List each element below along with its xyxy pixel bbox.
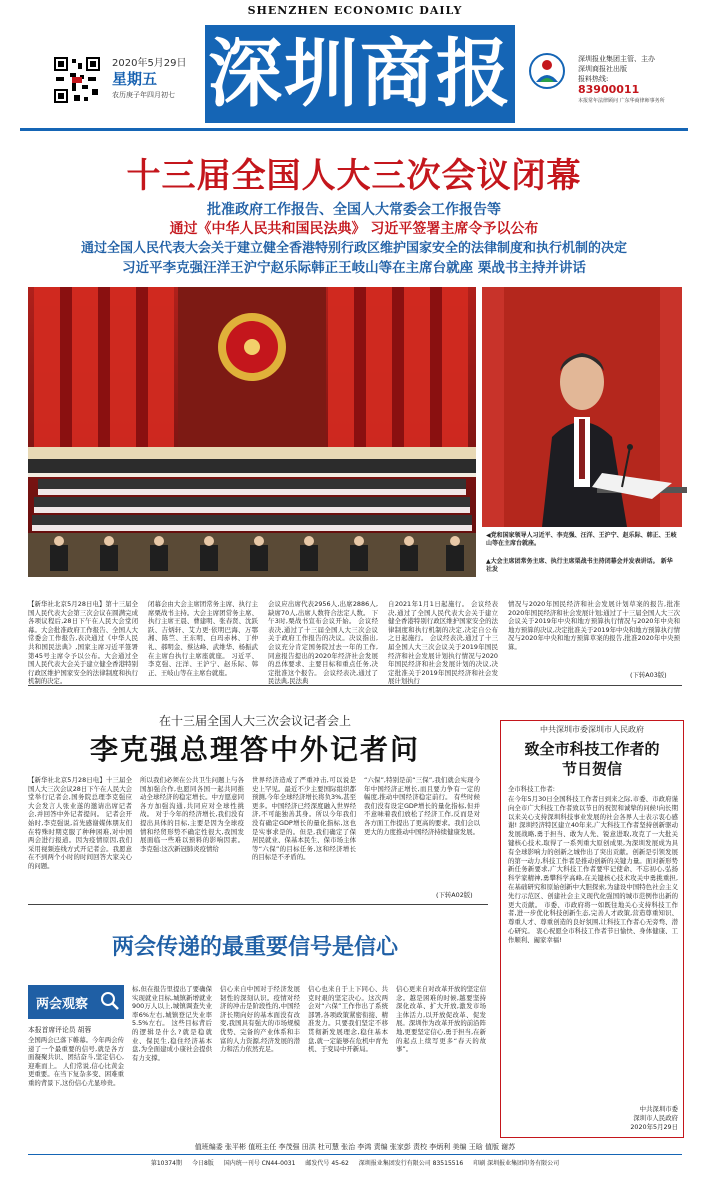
magnifier-icon bbox=[100, 991, 120, 1011]
greeting-title-2: 节日贺信 bbox=[561, 760, 622, 778]
masthead-lunar: 农历庚子年四月初七 bbox=[112, 91, 175, 99]
greeting-salutation: 全市科技工作者: bbox=[508, 785, 555, 793]
story1-col1: 【新华社北京5月28日电】第十三届全国人民代表大会第三次会议在圆满完成各项议程后,28日下午在人民大会堂闭幕。大会批准政府工作报告、全国人大常委会工作报告,表决通过《中华人民共和国民法典》,国家主席习近平签署第45号主席令予以公布。大会通过全国人民代表大会关于建立健全香港特别行政区维护国家安全的法律制度和执行机制的决定。 bbox=[28, 600, 138, 686]
newspaper-title: 深圳商报 bbox=[208, 31, 512, 117]
greeting-body: 在今年5月30日全国科技工作者日到来之际,市委、市政府谨向全市广大科技工作者致以节日的祝贺和诚挚的问候!向长期以来关心支持深圳科技事业发展的社会各界人士表示衷心感谢! 深圳经济特区建立40年来,广大科技工作者坚持创新驱动发展战略,勇于担当、敢为人先、锐意进取,攻克了一大批关键核心技术,取得了一系列重大原创成果,为深圳发展成为具有全球影响力的创新之城作出了突出贡献。创新是引领发展的第一动力,科技工作者是推动创新的关键力量。面对新形势新任务新要求,广大科技工作者要牢记使命、不忘初心,弘扬科学家精神,勇攀科学高峰,在关键核心技术攻关中勇挑重担,在基础研究和原始创新中大胆探索,为建设中国特色社会主义先行示范区、创建社会主义现代化强国的城市范例作出新的更大贡献。 市委、市政府将一如既往地关心支持科技工作者,进一步优化科技创新生态,完善人才政策,营造尊重知识、尊重人才、尊重创造的良好氛围,让科技工作者心无旁骛、潜心研究。 衷心祝愿全市科技工作者节日愉快、身体健康、工作顺利、阖家幸福! bbox=[508, 795, 678, 944]
footer-issue: 第10374期 bbox=[150, 1160, 182, 1167]
story3-col2: 标,但在报告里提出了要确保实现就业目标,城镇新增就业900万人以上,城镇调查失业率6%左右,城镇登记失业率5.5%左右。 这些目标背后的逻辑是什么?就是稳就业、保民生,稳住经济基本盘,为全面建成小康社会提供有力支撑。 bbox=[132, 985, 212, 1062]
divider-1 bbox=[28, 685, 682, 686]
sub-headline-3: 通过全国人民代表大会关于建立健全香港特别行政区维护国家安全的法律制度和执行机制的决定 bbox=[80, 241, 627, 256]
story2-headline: 李克强总理答中外记者问 bbox=[89, 733, 420, 766]
masthead-weekday: 星期五 bbox=[112, 70, 158, 88]
speaker-photo bbox=[482, 287, 682, 527]
story3-tag bbox=[28, 985, 124, 1019]
story3-tag-label: 两会观察 bbox=[36, 997, 89, 1012]
greeting-signature-1: 中共深圳市委 bbox=[639, 1105, 678, 1113]
hotline-number: 83900011 bbox=[578, 83, 640, 96]
story3-col1: 全国两会已落下帷幕。今年两会传递了一个最重要的信号,就是各方面凝聚共识、团结奋斗,坚定信心,迎难而上。 人们常说,信心比黄金更重要。在当下复杂多变、困难重重的背景下,这份信心尤显珍贵。 bbox=[28, 1036, 124, 1087]
story3-byline: 本报首席评论员 胡蓉 bbox=[28, 1026, 92, 1034]
hotline-label: 报料热线: bbox=[578, 75, 609, 83]
legal-note: 本报常年法律顾问 广东华商律师事务所 bbox=[578, 98, 665, 104]
story1-col5: 情况与2020年国民经济和社会发展计划草案的报告,批准2020年国民经济和社会发展计划;通过了十三届全国人大三次会议关于2019年中央和地方预算执行情况与2020年中央和地方预算的决议,决定批准关于2019年中央和地方预算执行情况与2020年中央和地方预算草案的报告,批准2020年中央预算。 bbox=[508, 600, 680, 651]
great-hall-photo bbox=[28, 287, 476, 577]
greeting-signature-date: 2020年5月29日 bbox=[630, 1123, 678, 1131]
main-headline: 十三届全国人大三次会议闭幕 bbox=[126, 156, 582, 196]
publisher-line-1: 深圳报业集团主管、主办 bbox=[578, 55, 655, 63]
photo-caption-1: ◀党和国家领导人习近平、李克强、汪洋、王沪宁、赵乐际、韩正、王岐山等在主席台就座。 bbox=[486, 532, 677, 548]
masthead-rule bbox=[20, 128, 688, 131]
publisher-logo-icon bbox=[528, 52, 566, 90]
story1-col4: 自2021年1月1日起施行。 会议经表决,通过了全国人民代表大会关于建立健全香港特别行政区维护国家安全的法律制度和执行机制的决定,决定自公布之日起施行。 会议经表决,通过了十三届全国人大三次会议关于2019年国民经济和社会发展计划执行情况与2020年国民经济和社会发展计划的决议,决定批准关于2019年国民经济和社会发展计划执行 bbox=[388, 600, 498, 686]
story3-col3: 信心来自中国对于经济发展韧性的深刻认识。疫情对经济的冲击是阶段性的,中国经济长期向好的基本面没有改变,我国具有强大的市场规模优势、完备的产业体系和丰富的人力资源,经济发展的潜力和活力依然充足。 bbox=[220, 985, 300, 1054]
masthead bbox=[0, 0, 708, 126]
greeting-signature-2: 深圳市人民政府 bbox=[633, 1114, 678, 1122]
story2-col3: 世界经济造成了严重冲击,可以说是史上罕见。最近不少主要国际组织都预测,今年全球经济增长将负3%,甚至更多。中国经济已经深度融入世界经济,不可能独善其身。所以今年我们没有确定GDP增长的量化指标,这也是实事求是的。但是,我们确定了保居民就业、保基本民生、保市场主体等“六保”的目标任务,这和经济增长的目标是不矛盾的。 bbox=[252, 776, 356, 862]
story1-continued: (下转A03版) bbox=[630, 671, 667, 679]
story3-col4: 信心也来自于上下同心、共克时艰的坚定决心。这次两会对“六保”工作作出了系统部署,各项政策紧密衔接、精准发力。只要我们坚定不移贯彻新发展理念,稳住基本盘,就一定能够在危机中育先机、于变局中开新局。 bbox=[308, 985, 388, 1054]
sub-headline-1: 批准政府工作报告、全国人大常委会工作报告等 bbox=[207, 202, 501, 218]
publisher-line-2: 深圳商报社出版 bbox=[578, 65, 627, 73]
divider-2 bbox=[28, 904, 488, 905]
footer-postal: 邮发代号 45-62 bbox=[305, 1160, 349, 1167]
footer-address: 深圳报业集团发行有限公司 83515516 bbox=[358, 1160, 464, 1167]
masthead-date: 2020年5月29日 bbox=[112, 58, 187, 69]
story1-col3: 会议应出席代表2956人,出席2886人,缺席70人,出席人数符合法定人数。 下午3时,栗战书宣布会议开始。 会议经表决,通过了十三届全国人大三次会议关于政府工作报告的决议。决议指出,会议充分肯定国务院过去一年的工作,同意报告提出的2020年经济社会发展的总体要求、主要目标和重点任务,决定批准这个报告。 会议经表决,通过了民法典,民法典 bbox=[268, 600, 378, 686]
story2-col1: 【新华社北京5月28日电】十三届全国人大三次会议28日下午在人民大会堂举行记者会,国务院总理李克强应大会发言人张业遂的邀请出席记者会,并回答中外记者提问。 记者会开始时,李克强说,首先感谢媒体朋友们在特殊时期克服了种种困难,对中国两会进行报道。因为疫情原因,我们采用视频连线方式开记者会。我愿意在不到两个小时的时间回答大家关心的问题。 bbox=[28, 776, 132, 870]
english-name: SHENZHEN ECONOMIC DAILY bbox=[247, 4, 463, 17]
sub-headline-4: 习近平李克强汪洋王沪宁赵乐际韩正王岐山等在主席台就座 栗战书主持并讲话 bbox=[122, 260, 586, 276]
story1-col2: 闭幕会由大会主席团常务主席、执行主席栗战书主持。大会主席团常务主席、执行主席王晨、曹建明、张春贤、沈跃跃、吉炳轩、艾力更·依明巴海、万鄂湘、陈竺、王东明、白玛赤林、丁仲礼、郝明金、蔡达峰、武维华、杨振武在主席台执行主席座就座。 习近平、李克强、汪洋、王沪宁、赵乐际、韩正、王岐山等在主席台就座。 bbox=[148, 600, 258, 677]
story3-headline: 两会传递的最重要信号是信心 bbox=[111, 934, 398, 960]
sub-headline-2: 通过《中华人民共和国民法典》 习近平签署主席令予以公布 bbox=[169, 221, 539, 237]
editors-line: 值班编委 张平彬 值班主任 李茂强 田洪 杜可慧 张治 李鸿 责编 张家彭 责校 李炳利 美编 王晗 值版 谢苏 bbox=[194, 1143, 516, 1151]
story2-col2: 所以我们必须在公共卫生问题上与各国加强合作,也愿同各国一起共同推动全球经济的稳定增长。中方愿意同各方加强沟通,共同应对全球性挑战。 对于今年的经济增长,我们没有提出具体的目标,主要是因为全球疫情和经贸形势不确定性很大,我国发展面临一些难以预料的影响因素。 李克强:这次新冠肺炎疫情给 bbox=[140, 776, 244, 853]
greeting-title-1: 致全市科技工作者的 bbox=[524, 740, 660, 758]
story3-col5: 信心更来自对改革开放的坚定信念。越是困难的时候,越要坚持深化改革、扩大开放,激发市场主体活力,以开放促改革、促发展。深圳作为改革开放的前沿阵地,更要坚定信心,勇于担当,在新的起点上续写更多“春天的故事”。 bbox=[396, 985, 486, 1054]
footer bbox=[28, 1158, 682, 1170]
story2-continued: (下转A02版) bbox=[436, 891, 473, 899]
footer-printing: 印刷 深圳报业集团印务有限公司 bbox=[473, 1160, 560, 1167]
story2-kicker: 在十三届全国人大三次会议记者会上 bbox=[158, 714, 351, 728]
story2-col4: “六保”,特别是前“三保”,我们就会实现今年中国经济正增长,而且要力争有一定的幅度,推动中国经济稳定前行。 有些时候我们没有设定GDP增长的量化指标,但并不意味着我们放松了经济工作,反而是对各方面工作提出了更高的要求。我们会以更大的力度推动中国经济持续健康发展。 bbox=[364, 776, 480, 836]
greeting-issuer: 中共深圳市委深圳市人民政府 bbox=[540, 725, 644, 734]
footer-pages: 今日8版 bbox=[191, 1160, 214, 1167]
qr-code-icon bbox=[52, 55, 102, 105]
footer-cn: 国内统一刊号 CN44-0031 bbox=[223, 1160, 296, 1167]
photo-caption-2: ▲大会主席团常务主席、执行主席栗战书主持闭幕会并发表讲话。 新华社发 bbox=[486, 558, 673, 574]
footer-rule bbox=[28, 1154, 682, 1155]
